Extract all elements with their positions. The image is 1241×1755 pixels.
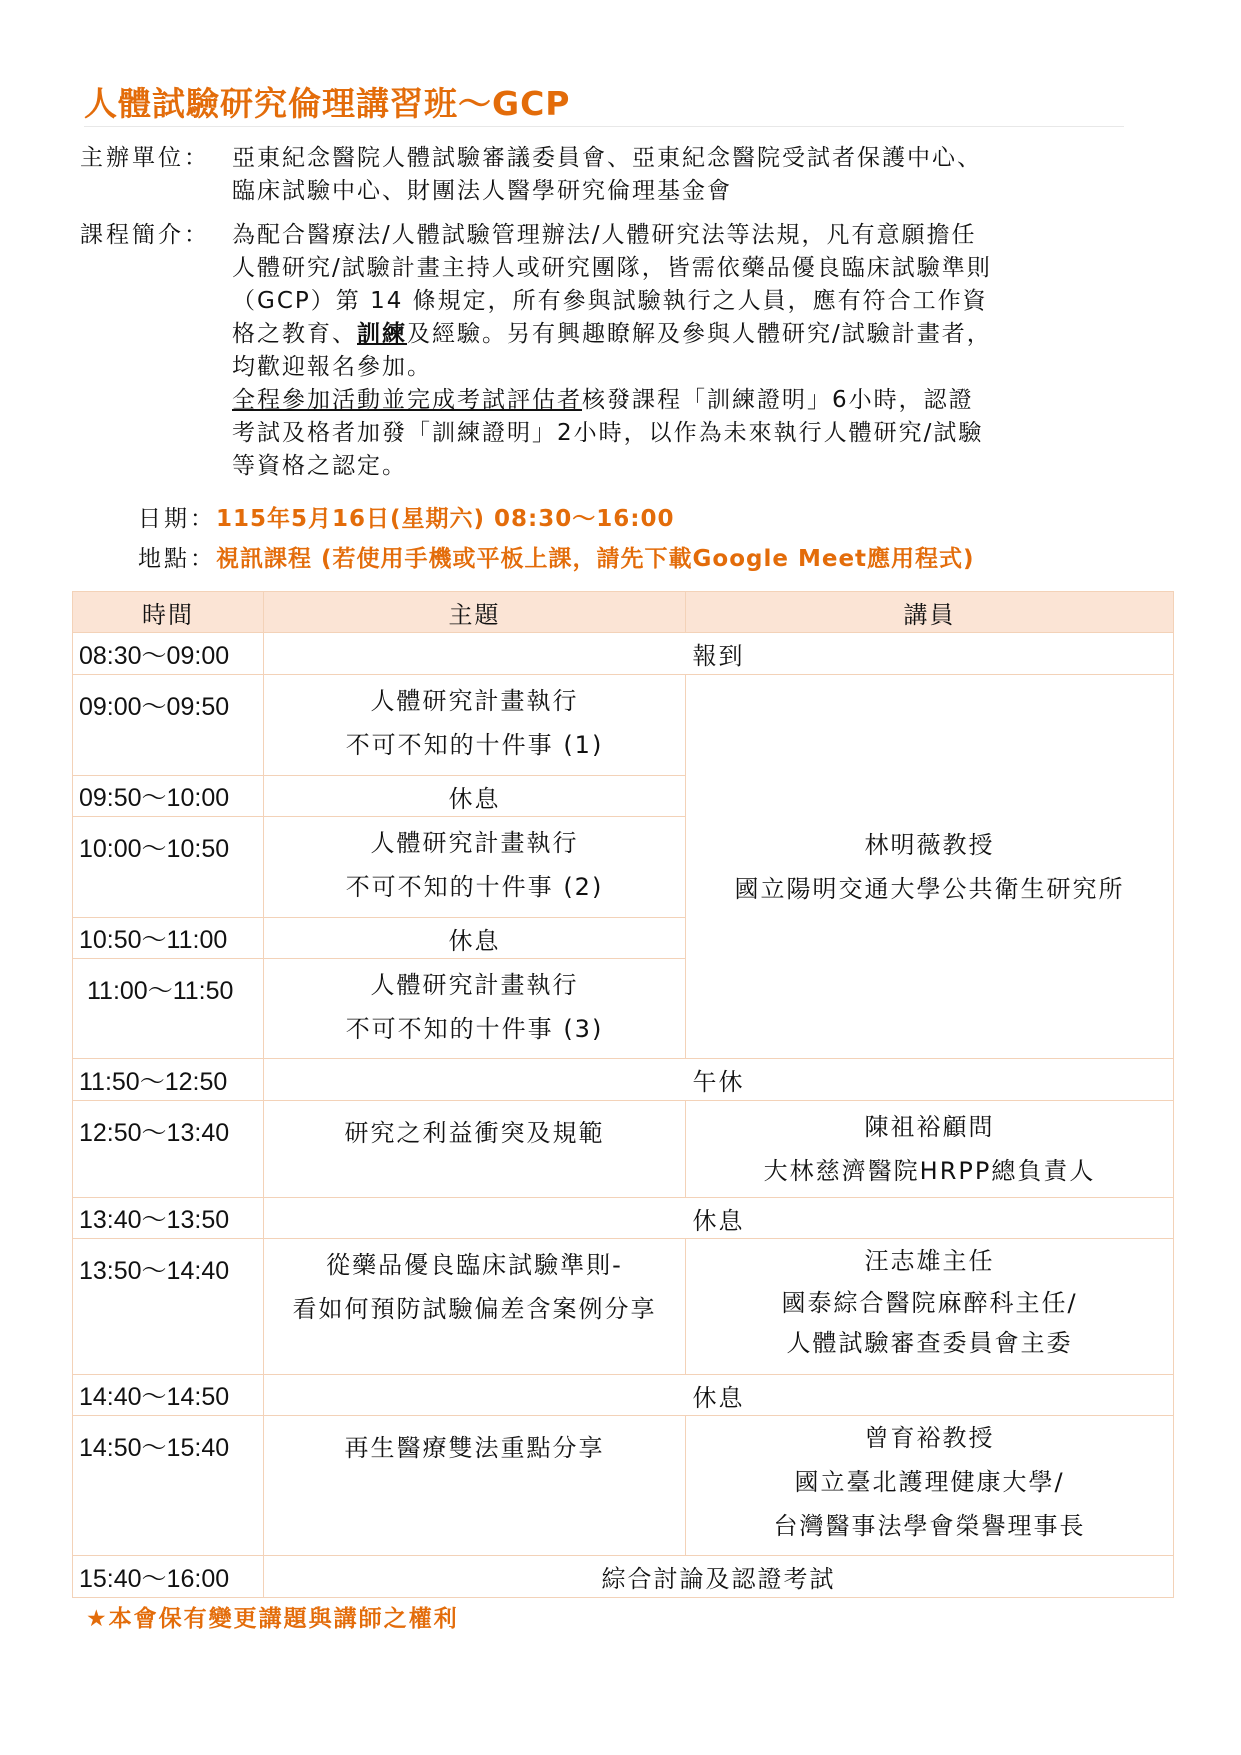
time-cell: 14:50～15:40: [73, 1416, 264, 1556]
title-divider: [84, 126, 1124, 127]
table-header-row: [73, 592, 1174, 633]
location-row: [138, 540, 975, 573]
time-cell: 11:00～11:50: [73, 959, 264, 1059]
topic-cell: 報到: [264, 633, 1174, 675]
intro-line: （GCP）第 14 條規定，所有參與試驗執行之人員，應有符合工作資: [232, 288, 988, 314]
time-cell: 12:50～13:40: [73, 1101, 264, 1198]
date-value: 115年5月16日(星期六) 08:30～16:00: [216, 506, 675, 532]
speaker-org: 大林慈濟醫院HRPP總負責人: [763, 1157, 1096, 1185]
table-row: [73, 633, 1174, 675]
topic-cell: 再生醫療雙法重點分享: [264, 1416, 686, 1556]
speaker-org: 國立陽明交通大學公共衛生研究所: [734, 874, 1125, 903]
topic-cell: 研究之利益衝突及規範: [264, 1101, 686, 1198]
intro-line: [232, 318, 1132, 351]
date-label: 日期：: [138, 506, 216, 532]
speaker-org: 國泰綜合醫院麻醉科主任/: [781, 1289, 1078, 1317]
header-speaker: 講員: [686, 592, 1174, 633]
topic-line: 人體研究計畫執行: [370, 829, 579, 857]
topic-cell: 休息: [264, 776, 686, 817]
page-title: 人體試驗研究倫理講習班～GCP: [84, 84, 571, 123]
table-row: [73, 1239, 1174, 1375]
intro-label: 課程簡介：: [80, 222, 210, 248]
header-topic: 主題: [264, 592, 686, 633]
speaker-org: 人體試驗審查委員會主委: [786, 1329, 1073, 1357]
time-cell: 08:30～09:00: [73, 633, 264, 675]
topic-cell: 休息: [264, 1198, 1174, 1239]
topic-cell: [264, 1239, 686, 1375]
location-value: 視訊課程 (若使用手機或平板上課，請先下載Google Meet應用程式): [216, 546, 975, 572]
speaker-cell: [686, 1239, 1174, 1375]
intro-line: 等資格之認定。: [232, 453, 407, 479]
topic-line: 從藥品優良臨床試驗準則-: [326, 1251, 623, 1279]
organizer-label: 主辦單位：: [80, 145, 210, 171]
intro-line: 人體研究/試驗計畫主持人或研究團隊，皆需依藥品優良臨床試驗準則: [232, 255, 992, 281]
date-row: [138, 500, 674, 533]
topic-line: 不可不知的十件事 (2): [345, 873, 604, 901]
intro-emphasis: 訓練: [357, 321, 407, 347]
footnote: ★本會保有變更講題與講師之權利: [86, 1606, 459, 1632]
time-cell: 14:40～14:50: [73, 1375, 264, 1416]
topic-cell: 休息: [264, 1375, 1174, 1416]
intro-text: 及經驗。另有興趣瞭解及參與人體研究/試驗計畫者，: [407, 321, 992, 347]
time-cell: 15:40～16:00: [73, 1556, 264, 1598]
speaker-org: 國立臺北護理健康大學/: [794, 1468, 1065, 1496]
table-row: [73, 1059, 1174, 1101]
time-cell: 11:50～12:50: [73, 1059, 264, 1101]
topic-line: 不可不知的十件事 (1): [345, 731, 604, 759]
table-row: [73, 1101, 1174, 1198]
intro-line: 均歡迎報名參加。: [232, 354, 432, 380]
speaker-org: 台灣醫事法學會榮譽理事長: [773, 1512, 1086, 1540]
speaker-cell: [686, 1101, 1174, 1198]
speaker-cell: [686, 675, 1174, 1059]
topic-line: 人體研究計畫執行: [370, 687, 579, 715]
speaker-name: 林明薇教授: [864, 830, 995, 859]
intro-line: 為配合醫療法/人體試驗管理辦法/人體研究法等法規，凡有意願擔任: [232, 222, 977, 248]
speaker-name: 曾育裕教授: [864, 1424, 995, 1452]
topic-line: 不可不知的十件事 (3): [345, 1015, 604, 1043]
schedule-table: [72, 591, 1174, 1598]
organizer-line: 亞東紀念醫院人體試驗審議委員會、亞東紀念醫院受試者保護中心、: [232, 145, 982, 171]
time-cell: 09:50～10:00: [73, 776, 264, 817]
table-row: [73, 1375, 1174, 1416]
table-row: [73, 1416, 1174, 1556]
time-cell: 13:50～14:40: [73, 1239, 264, 1375]
speaker-name: 汪志雄主任: [864, 1247, 995, 1275]
speaker-name: 陳祖裕顧問: [864, 1113, 995, 1141]
time-cell: 10:00～10:50: [73, 817, 264, 918]
intro-text: 核發課程「訓練證明」6小時，認證: [582, 387, 974, 413]
time-cell: 13:40～13:50: [73, 1198, 264, 1239]
speaker-cell: [686, 1416, 1174, 1556]
topic-cell: 休息: [264, 918, 686, 959]
topic-cell: 午休: [264, 1059, 1174, 1101]
intro-line: [232, 384, 1132, 417]
topic-cell: [264, 675, 686, 776]
intro-line: 考試及格者加發「訓練證明」2小時，以作為未來執行人體研究/試驗: [232, 420, 984, 446]
intro-underline: 全程參加活動並完成考試評估者: [232, 387, 582, 413]
time-cell: 10:50～11:00: [73, 918, 264, 959]
time-cell: 09:00～09:50: [73, 675, 264, 776]
topic-line: 人體研究計畫執行: [370, 971, 579, 999]
table-row: [73, 1198, 1174, 1239]
header-time: 時間: [73, 592, 264, 633]
topic-cell: [264, 959, 686, 1059]
topic-line: 看如何預防試驗偏差含案例分享: [292, 1295, 657, 1323]
topic-cell: [264, 817, 686, 918]
organizer-line: 臨床試驗中心、財團法人醫學研究倫理基金會: [232, 178, 732, 204]
topic-cell: 綜合討論及認證考試: [264, 1556, 1174, 1598]
location-label: 地點：: [138, 546, 216, 572]
table-row: [73, 675, 1174, 776]
table-row: [73, 1556, 1174, 1598]
intro-text: 格之教育、: [232, 321, 357, 347]
